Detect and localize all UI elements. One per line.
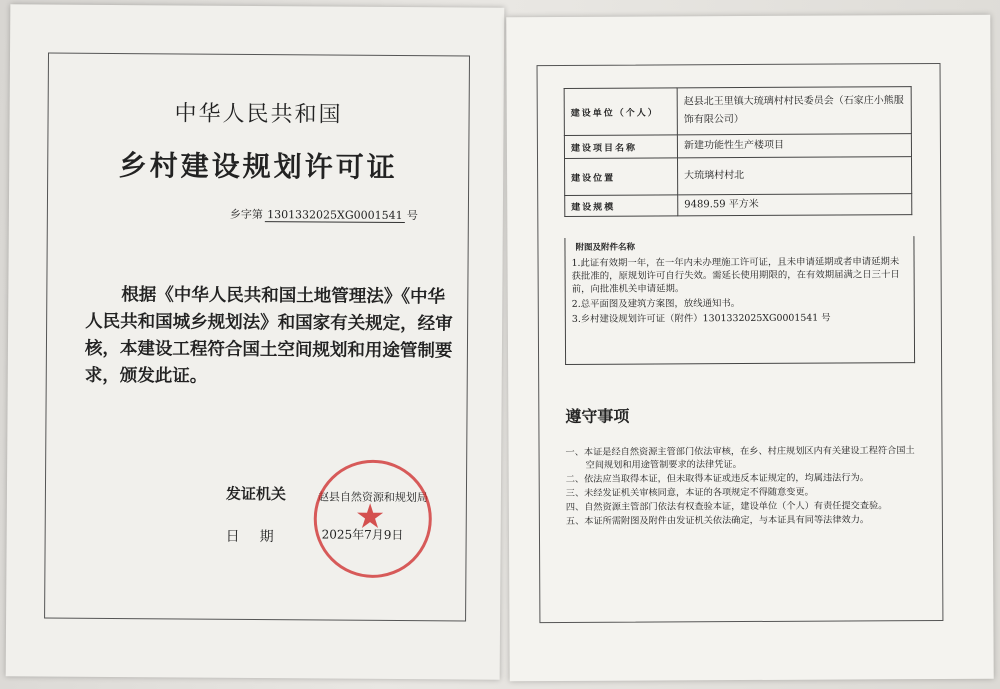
obey-section-title: 遵守事项 bbox=[565, 406, 630, 426]
certificate-left-page bbox=[6, 4, 505, 679]
table-row bbox=[564, 134, 911, 159]
obey-item: 四、自然资源主管部门依法有权查验本证，建设单位（个人）有责任提交查验。 bbox=[565, 500, 888, 513]
table-value: 大琉璃村村北 bbox=[678, 157, 912, 195]
left-page-frame bbox=[44, 53, 470, 622]
table-value: 赵县北王里镇大琉璃村村民委员会（石家庄小熊服饰有限公司） bbox=[677, 87, 911, 135]
obey-item: 一、本证是经自然资源主管部门依法审核，在乡、村庄规划区内有关建设工程符合国土空间规划和用途管制要求的法律凭证。 bbox=[565, 445, 915, 471]
seal-star-icon: ★ bbox=[354, 496, 386, 537]
issuer-value: 赵县自然资源和规划局 bbox=[317, 490, 428, 505]
table-label: 建设单位（个人） bbox=[564, 88, 677, 136]
attachment-item: 1.此证有效期一年，在一年内未办理施工许可证，且未申请延期或者申请延期未获批准的，原规划许可自行失效。需延长使用期限的，在有效期届满之日三十日前，向批准机关申请延期。 bbox=[571, 256, 900, 295]
date-label: 日期 bbox=[225, 528, 294, 546]
attachments-box bbox=[564, 236, 915, 365]
certificate-title: 乡村建设规划许可证 bbox=[118, 149, 398, 184]
attachment-item: 3.乡村建设规划许可证（附件）1301332025XG0001541 号 bbox=[571, 312, 831, 325]
table-label: 建设项目名称 bbox=[564, 135, 677, 159]
attachment-item: 2.总平面图及建筑方案图，放线通知书。 bbox=[571, 298, 741, 310]
table-row bbox=[565, 157, 912, 196]
table-row bbox=[564, 87, 911, 136]
serial-number-row bbox=[230, 206, 418, 223]
table-row bbox=[565, 194, 912, 217]
country-title: 中华人民共和国 bbox=[174, 101, 343, 128]
issuer-label: 发证机关 bbox=[225, 484, 287, 504]
serial-prefix: 乡字第 bbox=[229, 207, 263, 222]
obey-item: 二、依法应当取得本证，但未取得本证或违反本证规定的，均属违法行为。 bbox=[565, 472, 869, 485]
obey-item: 三、未经发证机关审核同意，本证的各项规定不得随意变更。 bbox=[565, 486, 814, 499]
table-label: 建设规模 bbox=[565, 195, 678, 217]
serial-suffix: 号 bbox=[406, 209, 418, 223]
certificate-right-page bbox=[506, 15, 993, 682]
obey-list bbox=[566, 444, 918, 529]
right-page-frame bbox=[537, 63, 944, 623]
serial-number: 1301332025XG0001541 bbox=[265, 208, 405, 223]
table-value: 新建功能性生产楼项目 bbox=[677, 134, 911, 158]
obey-item: 五、本证所需附图及附件由发证机关依法确定，与本证具有同等法律效力。 bbox=[565, 514, 870, 527]
table-label: 建设位置 bbox=[565, 158, 678, 196]
official-red-seal bbox=[313, 459, 432, 578]
issue-date: 2025年7月9日 bbox=[321, 527, 404, 543]
certificate-body-text: 根据《中华人民共和国土地管理法》《中华人民共和国城乡规划法》和国家有关规定，经审核，本建设工程符合国土空间规划和用途管制要求，颁发此证。 bbox=[84, 285, 453, 387]
table-value: 9489.59 平方米 bbox=[678, 194, 912, 216]
project-info-table bbox=[564, 86, 913, 217]
attachments-title: 附图及附件名称 bbox=[575, 242, 636, 253]
